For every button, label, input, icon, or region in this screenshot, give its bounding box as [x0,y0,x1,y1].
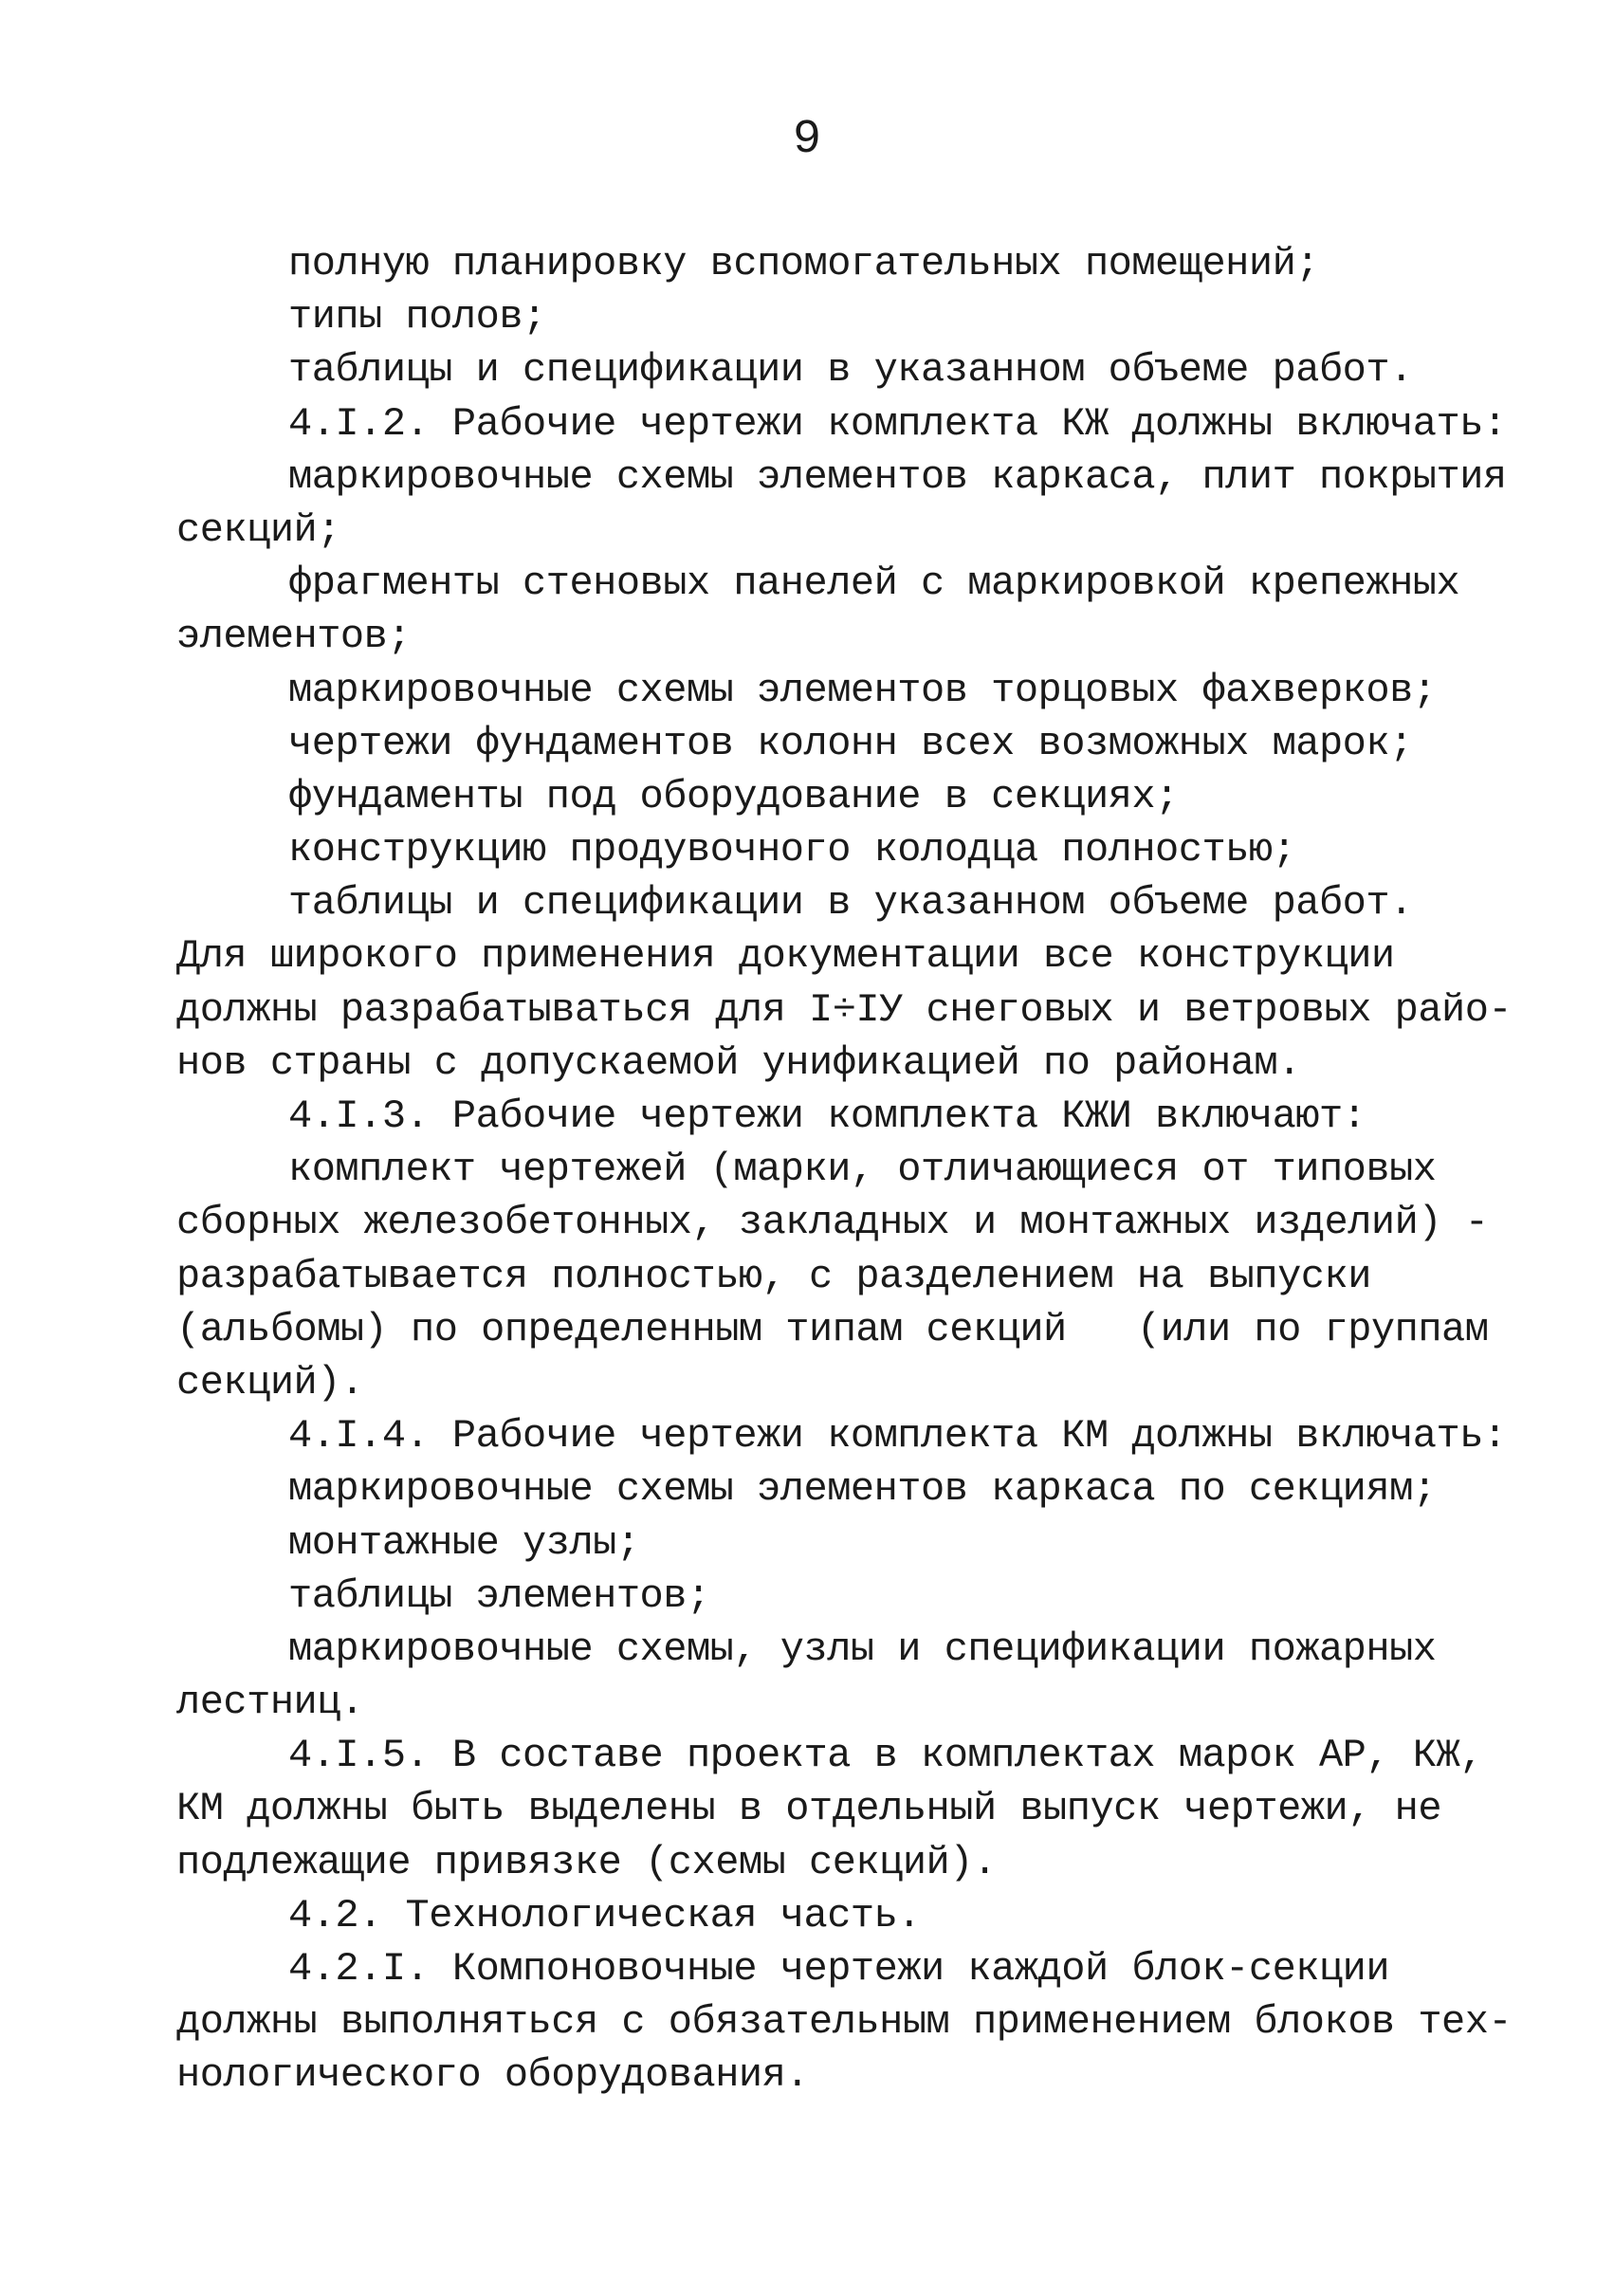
text-line: (альбомы) по определенным типам секций (или по группам [176,1306,1489,1352]
text-line: маркировочные схемы элементов торцовых фахверков; [288,667,1437,713]
page-number: 9 [792,113,821,167]
text-line: 4.I.5. В составе проекта в комплектах марок АР, КЖ, [288,1733,1483,1779]
text-line: подлежащие привязке (схемы секций). [176,1839,997,1885]
text-line: 4.I.2. Рабочие чертежи комплекта КЖ должны включать: [288,400,1507,447]
text-line: разрабатывается полностью, с разделением на выпуски [176,1253,1371,1299]
text-line: секций). [176,1359,364,1405]
text-line: лестниц. [176,1680,364,1726]
text-line: монтажные узлы; [288,1519,640,1566]
text-line: таблицы и спецификации в указанном объеме работ. [288,880,1413,927]
text-line: маркировочные схемы элементов каркаса, плит покрытия [288,453,1507,500]
body-text [176,237,1513,2103]
text-line: 4.I.3. Рабочие чертежи комплекта КЖИ включают: [288,1093,1366,1139]
text-line: маркировочные схемы, узлы и спецификации пожарных [288,1626,1437,1672]
text-line: элементов; [176,614,412,660]
text-line: КМ должны быть выделены в отдельный выпуск чертежи, не [176,1786,1442,1832]
text-line: секций; [176,506,340,553]
text-line: таблицы и спецификации в указанном объеме работ. [288,347,1413,394]
text-line: должны выполняться с обязательным применением блоков тех- [176,1999,1513,2046]
text-line: сборных железобетонных, закладных и монтажных изделий) - [176,1200,1489,1246]
text-line: должны разрабатываться для I÷IУ снеговых и ветровых райо- [176,986,1513,1033]
text-line: нов страны с допускаемой унификацией по районам. [176,1039,1301,1086]
text-line: 4.I.4. Рабочие чертежи комплекта КМ должны включать: [288,1413,1507,1460]
text-line: нологического оборудования. [176,2052,810,2099]
text-line: типы полов; [288,294,546,340]
text-line: фрагменты стеновых панелей с маркировкой крепежных [288,560,1460,607]
text-line: таблицы элементов; [288,1572,710,1619]
text-line: полную планировку вспомогательных помещений; [288,241,1319,286]
text-line: чертежи фундаментов колонн всех возможных марок; [288,720,1413,766]
text-line: фундаменты под оборудование в секциях; [288,773,1179,819]
text-line: конструкцию продувочного колодца полностью; [288,827,1296,873]
text-line: Для широкого применения документации все конструкции [176,933,1395,980]
text-line: комплект чертежей (марки, отличающиеся от типовых [288,1147,1437,1193]
text-line: маркировочные схемы элементов каркаса по секциям; [288,1466,1437,1513]
text-line: 4.2. Технологическая часть. [288,1892,922,1938]
text-line: 4.2.I. Компоновочные чертежи каждой блок-секции [288,1946,1390,1992]
